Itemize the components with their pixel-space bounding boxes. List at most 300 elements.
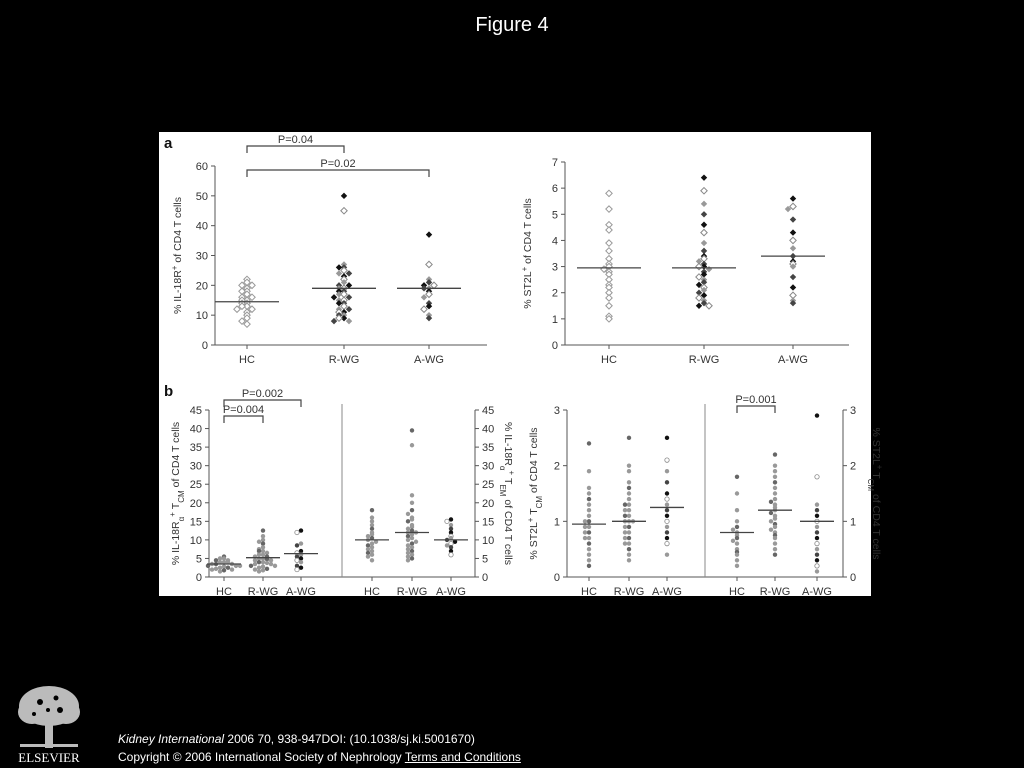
data-point <box>406 519 410 523</box>
y-tick-label: 30 <box>189 460 202 473</box>
data-point <box>701 211 707 217</box>
data-point <box>665 469 669 473</box>
data-point <box>627 558 631 562</box>
y-axis-label-part: CM <box>866 478 876 492</box>
data-point <box>299 541 303 545</box>
data-point <box>341 208 347 214</box>
y-axis-label-part: + <box>875 464 885 470</box>
y-axis-label-part: T <box>528 508 540 518</box>
data-point <box>331 294 337 300</box>
data-point <box>735 491 739 495</box>
y-tick-label: 1 <box>850 516 857 529</box>
data-point <box>623 514 627 518</box>
y-tick-label: 7 <box>551 157 558 169</box>
y-tick-label: 1 <box>553 516 560 529</box>
data-point <box>623 536 627 540</box>
data-point <box>587 491 591 495</box>
data-point <box>623 502 627 506</box>
data-point <box>583 530 587 534</box>
data-point <box>587 519 591 523</box>
series-HC <box>577 190 641 322</box>
data-point <box>731 539 735 543</box>
data-point <box>627 508 631 512</box>
data-point <box>735 508 739 512</box>
data-point <box>587 508 591 512</box>
data-point <box>257 560 261 564</box>
data-point <box>790 245 796 251</box>
citation-details: 2006 70, 938-947DOI: (10.1038/sj.ki.5001670) <box>224 732 475 746</box>
data-point <box>665 508 669 512</box>
data-point <box>261 528 265 532</box>
data-point <box>701 222 707 228</box>
data-point <box>773 463 777 467</box>
y-tick-label: 4 <box>551 235 558 248</box>
y-tick-label: 25 <box>482 479 495 492</box>
y-tick-label: 5 <box>195 553 202 566</box>
y-tick-label: 3 <box>553 405 560 417</box>
panel-label: b <box>164 383 174 400</box>
chart-b4 <box>720 394 885 598</box>
data-point <box>769 500 773 504</box>
data-point <box>295 530 299 534</box>
y-axis-label-part: of CD4 T cells <box>528 427 540 496</box>
x-tick-label: HC <box>729 586 745 598</box>
data-point <box>665 514 669 518</box>
data-point <box>587 486 591 490</box>
y-axis-label-part: % ST2L <box>528 522 540 560</box>
y-axis-label-part: α <box>176 516 186 522</box>
data-point <box>426 231 432 237</box>
y-axis-label-part: T <box>870 469 882 479</box>
data-point <box>665 553 669 557</box>
data-point <box>627 530 631 534</box>
data-point <box>735 519 739 523</box>
y-tick-label: 2 <box>551 287 558 300</box>
data-point <box>587 441 591 445</box>
x-tick-label: HC <box>216 586 232 598</box>
y-tick-label: 40 <box>482 423 495 436</box>
significance-bracket <box>224 416 263 423</box>
y-tick-label: 45 <box>482 405 495 417</box>
data-point <box>735 553 739 557</box>
series-R-WG <box>312 193 376 325</box>
y-axis-label-part: + <box>525 517 535 523</box>
series-HC <box>720 475 754 568</box>
data-point <box>253 567 257 571</box>
x-tick-label: R-WG <box>613 586 645 598</box>
series-A-WG <box>761 195 825 306</box>
data-point <box>410 501 414 505</box>
data-point <box>665 502 669 506</box>
data-point <box>815 514 819 518</box>
data-point <box>627 553 631 557</box>
data-point <box>426 261 432 267</box>
y-tick-label: 2 <box>850 460 857 473</box>
y-tick-label: 35 <box>482 442 495 455</box>
data-point <box>790 229 796 235</box>
data-point <box>410 443 414 447</box>
citation-block <box>118 730 521 766</box>
data-point <box>257 569 261 573</box>
y-tick-label: 25 <box>189 479 202 492</box>
data-point <box>406 538 410 542</box>
y-tick-label: 3 <box>551 261 558 274</box>
y-axis-label-part: of CD4 T cells <box>502 496 514 565</box>
data-point <box>627 436 631 440</box>
data-point <box>623 530 627 534</box>
series-HC <box>572 441 606 568</box>
y-axis-label <box>520 198 535 309</box>
data-point <box>265 567 269 571</box>
data-point <box>366 554 370 558</box>
data-point <box>587 547 591 551</box>
y-axis-label-part: + <box>519 266 529 272</box>
data-point <box>815 558 819 562</box>
data-point <box>222 568 226 572</box>
data-point <box>815 413 819 417</box>
x-tick-label: R-WG <box>328 354 360 366</box>
data-point <box>665 436 669 440</box>
y-tick-label: 60 <box>195 161 208 173</box>
data-point <box>627 514 631 518</box>
y-axis-label-part: of CD4 T cells <box>172 197 184 266</box>
y-axis-label-part: % ST2L <box>522 271 534 309</box>
data-point <box>627 502 631 506</box>
series-A-WG <box>650 436 684 557</box>
y-tick-label: 1 <box>551 313 558 326</box>
elsevier-logo <box>10 682 88 764</box>
y-axis-label-part: % IL-18R <box>502 422 514 466</box>
p-value-label: P=0.001 <box>735 394 777 406</box>
data-point <box>627 463 631 467</box>
data-point <box>449 553 453 557</box>
series-A-WG <box>434 517 468 557</box>
publisher-name: ELSEVIER <box>18 750 80 765</box>
data-point <box>735 475 739 479</box>
data-point <box>587 469 591 473</box>
p-value-label: P=0.04 <box>277 134 314 146</box>
data-point <box>299 560 303 564</box>
data-point <box>370 553 374 557</box>
data-point <box>606 227 612 233</box>
data-point <box>273 564 277 568</box>
y-tick-label: 2 <box>553 460 560 473</box>
data-point <box>583 525 587 529</box>
citation-line <box>118 730 521 748</box>
data-point <box>627 541 631 545</box>
y-tick-label: 40 <box>189 423 202 436</box>
data-point <box>370 558 374 562</box>
data-point <box>587 558 591 562</box>
y-tick-label: 10 <box>482 534 495 547</box>
data-point <box>587 497 591 501</box>
data-point <box>627 486 631 490</box>
data-point <box>226 566 230 570</box>
y-tick-label: 35 <box>189 442 202 455</box>
data-point <box>665 458 669 462</box>
chart-a_left <box>164 134 487 366</box>
data-point <box>295 543 299 547</box>
data-point <box>295 558 299 562</box>
data-point <box>606 303 612 309</box>
x-tick-label: A-WG <box>802 586 832 598</box>
data-point <box>815 530 819 534</box>
data-point <box>701 174 707 180</box>
data-point <box>406 558 410 562</box>
data-point <box>606 190 612 196</box>
y-tick-label: 15 <box>189 516 202 529</box>
data-point <box>627 536 631 540</box>
y-axis-label-part: α <box>498 465 508 471</box>
y-tick-label: 40 <box>195 220 208 233</box>
data-point <box>606 295 612 301</box>
x-tick-label: A-WG <box>436 586 466 598</box>
data-point <box>790 195 796 201</box>
y-tick-label: 5 <box>551 209 558 222</box>
data-point <box>606 206 612 212</box>
data-point <box>665 519 669 523</box>
data-point <box>773 452 777 456</box>
figure-panel <box>159 132 885 598</box>
data-point <box>623 541 627 545</box>
data-point <box>587 530 591 534</box>
x-tick-label: A-WG <box>778 354 808 366</box>
series-R-WG <box>612 436 646 563</box>
data-point <box>587 553 591 557</box>
data-point <box>773 469 777 473</box>
data-point <box>421 306 427 312</box>
y-axis-label-part: + <box>167 512 177 517</box>
data-point <box>346 318 352 324</box>
data-point <box>627 525 631 529</box>
data-point <box>214 567 218 571</box>
data-point <box>587 541 591 545</box>
slide-title: Figure 4 <box>475 14 549 36</box>
y-tick-label: 45 <box>189 405 202 417</box>
data-point <box>773 486 777 490</box>
data-point <box>587 502 591 506</box>
data-point <box>815 553 819 557</box>
y-tick-label: 0 <box>551 340 558 352</box>
series-HC <box>355 508 389 563</box>
data-point <box>665 491 669 495</box>
y-tick-label: 15 <box>482 516 495 529</box>
data-point <box>790 274 796 280</box>
data-point <box>410 428 414 432</box>
x-tick-label: HC <box>239 354 255 366</box>
y-tick-label: 10 <box>195 310 208 323</box>
y-tick-label: 5 <box>482 553 489 566</box>
data-point <box>815 541 819 545</box>
data-point <box>410 536 414 540</box>
data-point <box>406 512 410 516</box>
data-point <box>701 240 707 246</box>
chart-b3 <box>526 405 844 598</box>
x-tick-label: R-WG <box>759 586 791 598</box>
data-point <box>665 497 669 501</box>
data-point <box>773 553 777 557</box>
data-point <box>410 493 414 497</box>
data-point <box>773 525 777 529</box>
y-tick-label: 20 <box>195 280 208 293</box>
y-axis-label <box>526 427 544 559</box>
data-point <box>773 547 777 551</box>
data-point <box>623 525 627 529</box>
x-tick-label: A-WG <box>652 586 682 598</box>
data-point <box>583 519 587 523</box>
x-tick-label: R-WG <box>688 354 720 366</box>
y-tick-label: 30 <box>482 460 495 473</box>
y-axis-label <box>867 427 885 559</box>
data-point <box>665 530 669 534</box>
data-point <box>769 527 773 531</box>
data-point <box>627 547 631 551</box>
y-tick-label: 0 <box>482 572 489 584</box>
data-point <box>587 514 591 518</box>
data-point <box>815 508 819 512</box>
y-axis-label-part: % IL-18R <box>172 270 184 314</box>
y-tick-label: 0 <box>553 572 560 584</box>
y-tick-label: 30 <box>195 250 208 263</box>
data-point <box>701 229 707 235</box>
data-point <box>735 525 739 529</box>
data-point <box>773 516 777 520</box>
data-point <box>773 491 777 495</box>
series-R-WG <box>246 528 280 573</box>
series-A-WG <box>397 231 461 321</box>
data-point <box>790 216 796 222</box>
data-point <box>587 536 591 540</box>
data-point <box>627 480 631 484</box>
y-axis-label-part: of CD4 T cells <box>522 198 534 267</box>
chart-a_right <box>520 157 850 366</box>
data-point <box>257 540 261 544</box>
data-point <box>627 497 631 501</box>
y-tick-label: 50 <box>195 190 208 203</box>
data-point <box>410 556 414 560</box>
y-tick-label: 0 <box>850 572 857 584</box>
data-point <box>587 564 591 568</box>
y-tick-label: 10 <box>189 534 202 547</box>
data-point <box>815 525 819 529</box>
data-point <box>735 541 739 545</box>
series-A-WG <box>284 528 318 571</box>
data-point <box>815 547 819 551</box>
data-point <box>701 201 707 207</box>
p-value-label: P=0.002 <box>241 388 284 400</box>
data-point <box>665 536 669 540</box>
x-tick-label: HC <box>601 354 617 366</box>
data-point <box>701 188 707 194</box>
y-axis-label-part: of CD4 T cells <box>170 421 182 491</box>
data-point <box>627 469 631 473</box>
y-axis-label-part: EM <box>498 484 508 497</box>
terms-link[interactable]: Terms and Conditions <box>404 750 521 764</box>
y-axis-label-part: T <box>502 475 514 485</box>
significance-bracket <box>247 170 429 177</box>
data-point <box>606 248 612 254</box>
data-point <box>815 502 819 506</box>
data-point <box>773 475 777 479</box>
y-axis-label <box>170 197 185 314</box>
y-axis-label-part: + <box>169 265 179 271</box>
data-point <box>230 567 234 571</box>
data-point <box>665 525 669 529</box>
series-R-WG <box>672 174 736 309</box>
x-tick-label: HC <box>364 586 380 598</box>
data-point <box>815 569 819 573</box>
data-point <box>735 558 739 562</box>
data-point <box>583 536 587 540</box>
y-axis-label <box>499 422 517 565</box>
y-axis-label-part: of CD4 T cells <box>870 491 882 560</box>
data-point <box>410 508 414 512</box>
data-point <box>341 193 347 199</box>
y-tick-label: 0 <box>195 572 202 584</box>
data-point <box>790 284 796 290</box>
data-point <box>414 540 418 544</box>
data-point <box>623 508 627 512</box>
data-point <box>773 541 777 545</box>
data-point <box>665 541 669 545</box>
data-point <box>773 536 777 540</box>
significance-bracket <box>247 146 344 153</box>
data-point <box>261 560 265 564</box>
y-axis-label <box>168 422 186 565</box>
data-point <box>587 525 591 529</box>
data-point <box>295 567 299 571</box>
data-point <box>735 536 739 540</box>
data-point <box>665 480 669 484</box>
data-point <box>218 569 222 573</box>
data-point <box>790 237 796 243</box>
figure-svg <box>159 132 885 598</box>
y-tick-label: 20 <box>189 497 202 510</box>
chart-b1 <box>164 383 475 598</box>
data-point <box>269 562 273 566</box>
data-point <box>410 517 414 521</box>
data-point <box>253 562 257 566</box>
data-point <box>769 519 773 523</box>
chart-b2 <box>355 405 517 598</box>
p-value-label: P=0.004 <box>222 404 265 416</box>
journal-name: Kidney International <box>118 732 225 746</box>
data-point <box>627 491 631 495</box>
copyright-line <box>118 748 521 766</box>
data-point <box>815 564 819 568</box>
x-tick-label: A-WG <box>414 354 444 366</box>
series-HC <box>206 554 242 573</box>
y-tick-label: 6 <box>551 183 558 196</box>
x-tick-label: HC <box>581 586 597 598</box>
y-tick-label: 0 <box>201 340 208 352</box>
x-tick-label: A-WG <box>286 586 316 598</box>
data-point <box>815 475 819 479</box>
data-point <box>606 240 612 246</box>
y-axis-label-part: CM <box>176 490 186 503</box>
y-tick-label: 20 <box>482 497 495 510</box>
data-point <box>431 282 437 288</box>
panel-label: a <box>164 135 173 152</box>
data-point <box>735 564 739 568</box>
series-R-WG <box>395 428 429 562</box>
data-point <box>370 508 374 512</box>
data-point <box>265 561 269 565</box>
data-point <box>773 480 777 484</box>
data-point <box>445 519 449 523</box>
y-axis-label-part: T <box>170 502 182 513</box>
x-tick-label: R-WG <box>396 586 428 598</box>
